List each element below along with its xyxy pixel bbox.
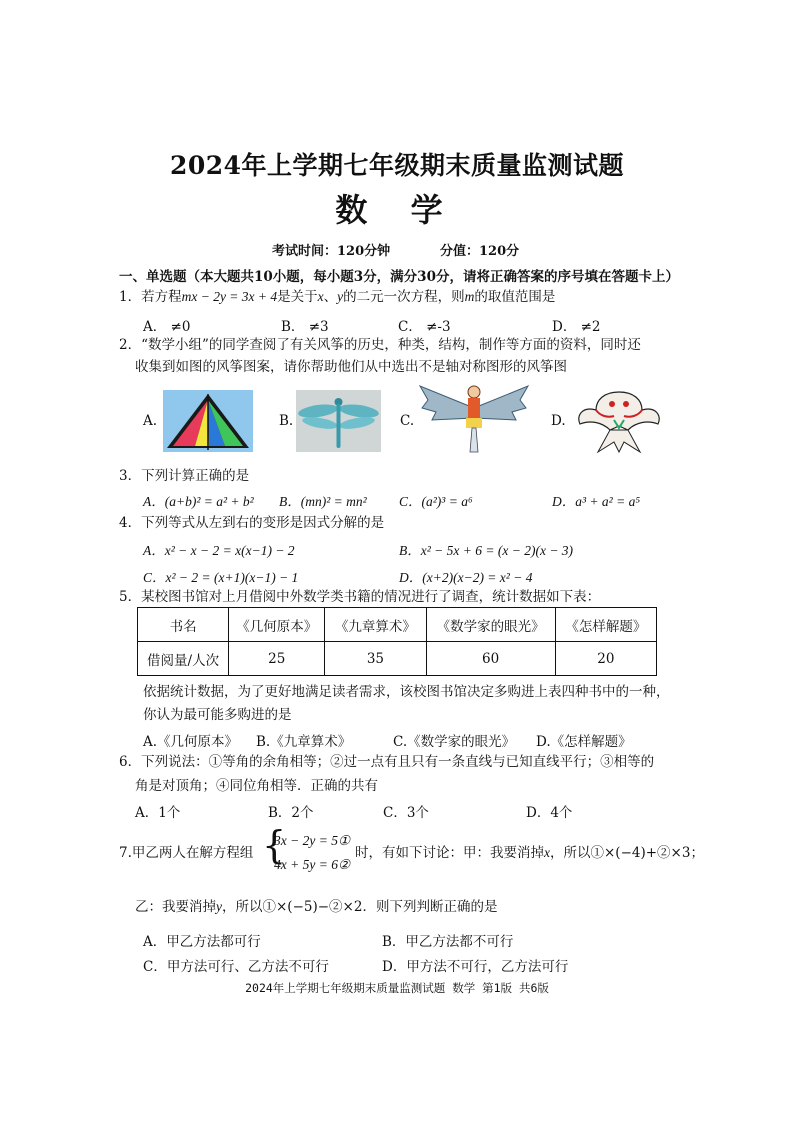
exam-score: 分值：120分 [440, 244, 520, 259]
q1-var-y: y [337, 289, 344, 304]
kite-c-image[interactable] [418, 378, 530, 458]
table-cell: 35 [325, 642, 426, 676]
q5-stem: 5．某校图书馆对上月借阅中外数学类书籍的情况进行了调查，统计数据如下表： [119, 589, 601, 605]
q1-option-a[interactable]: A． ≠0 [143, 319, 191, 335]
q4-option-b[interactable]: B．x² − 5x + 6 = (x − 2)(x − 3) [399, 543, 574, 558]
q2-option-d-label[interactable]: D. [551, 413, 566, 429]
q3-option-a[interactable]: A．(a+b)² = a² + b² [143, 494, 254, 509]
exam-title: 2024年上学期七年级期末质量监测试题 [169, 151, 625, 180]
page-footer: 2024年上学期七年级期末质量监测试题 数学 第1版 共6版 [245, 981, 549, 995]
q6-option-c[interactable]: C．3个 [383, 805, 429, 821]
table-header-cell: 《九章算术》 [325, 608, 426, 642]
q7-option-c[interactable]: C．甲方法可行、乙方法不可行 [143, 959, 329, 975]
q1-equation: mx − 2y = 3x + 4 [181, 289, 278, 304]
q7-var-y: y [216, 899, 222, 914]
q3-option-b[interactable]: B．(mn)² = mn² [279, 494, 367, 509]
q6-option-b[interactable]: B．2个 [268, 805, 314, 821]
q5-after-line2: 你认为最可能多购进的是 [143, 707, 292, 723]
borrow-stats-table [137, 607, 657, 676]
q3-option-d[interactable]: D．a³ + a² = a⁵ [552, 494, 641, 509]
q6-option-d[interactable]: D．4个 [526, 805, 573, 821]
q2-line2: 收集到如图的风筝图案，请你帮助他们从中选出不是轴对称图形的风筝图 [135, 359, 567, 375]
table-cell: 25 [229, 642, 325, 676]
q1-text-a: 1．若方程 [119, 289, 182, 305]
q1-sep: 、 [323, 289, 338, 305]
q7-text-b: 时，有如下讨论：甲：我要消掉 [355, 845, 544, 861]
kite-a-image[interactable] [163, 390, 253, 452]
q7-option-d[interactable]: D．甲方法不可行，乙方法可行 [382, 959, 569, 975]
q7-line2 [135, 898, 497, 916]
q7-option-b[interactable]: B．甲乙方法都不可行 [382, 934, 514, 950]
section-heading: 一、单选题（本大题共10小题，每小题3分，满分30分，请将正确答案的序号填在答题卡上） [119, 269, 679, 285]
table-cell: 60 [426, 642, 555, 676]
q1-text-c: 的二元一次方程，则 [343, 289, 465, 305]
kite-d-image[interactable] [574, 386, 664, 456]
table-cell: 借阅量/人次 [138, 642, 229, 676]
q1-text-d: 的取值范围是 [474, 289, 556, 305]
q7-equation-2: 4x + 5y = 6② [274, 857, 351, 872]
q1-var-m: m [464, 289, 475, 304]
q2-option-a-label[interactable]: A. [143, 413, 158, 429]
q7-stem-a: 7.甲乙两人在解方程组 [119, 845, 254, 861]
q7-line2-b: ，所以①×(−5)−②×2．则下列判断正确的是 [222, 899, 498, 915]
q7-option-a[interactable]: A．甲乙方法都可行 [143, 934, 261, 950]
table-row [138, 608, 657, 642]
q1-option-b[interactable]: B． ≠3 [281, 319, 329, 335]
q1-option-d[interactable]: D． ≠2 [552, 319, 601, 335]
question-1-stem [119, 288, 555, 306]
q7-stem-b-line [355, 844, 704, 862]
q2-option-b-label[interactable]: B. [279, 413, 294, 429]
q2-line1: 2．“数学小组”的同学查阅了有关风筝的历史，种类，结构，制作等方面的资料，同时还 [119, 337, 641, 353]
subject-title: 数 学 [335, 191, 459, 229]
q5-option-d[interactable]: D.《怎样解题》 [536, 734, 632, 750]
q7-var-x: x [544, 845, 550, 860]
q7-equation-1: 3x − 2y = 5① [274, 833, 351, 848]
q6-line1: 6．下列说法：①等角的余角相等；②过一点有且只有一条直线与已知直线平行；③相等的 [119, 754, 655, 770]
q5-after-line1: 依据统计数据，为了更好地满足读者需求，该校图书馆决定多购进上表四种书中的一种， [143, 684, 670, 700]
q4-option-d[interactable]: D．(x+2)(x−2) = x² − 4 [399, 570, 533, 585]
table-header-cell: 书名 [138, 608, 229, 642]
q6-line2: 角是对顶角；④同位角相等．正确的共有 [135, 778, 378, 794]
q1-option-c[interactable]: C． ≠-3 [398, 319, 451, 335]
q1-var-x: x [317, 289, 324, 304]
table-row [138, 642, 657, 676]
kite-b-image[interactable] [296, 390, 381, 452]
q5-option-b[interactable]: B.《九章算术》 [256, 734, 352, 750]
q5-option-a[interactable]: A.《几何原本》 [143, 734, 239, 750]
q7-text-c: ，所以①×(−4)+②×3； [550, 845, 704, 861]
q2-option-c-label[interactable]: C. [400, 413, 415, 429]
q5-option-c[interactable]: C.《数学家的眼光》 [393, 734, 516, 750]
q3-stem: 3．下列计算正确的是 [119, 468, 250, 484]
q6-option-a[interactable]: A．1个 [135, 805, 181, 821]
exam-time: 考试时间：120分钟 [272, 244, 391, 259]
q4-option-a[interactable]: A．x² − x − 2 = x(x−1) − 2 [143, 543, 295, 558]
table-header-cell: 《怎样解题》 [555, 608, 656, 642]
q4-option-c[interactable]: C．x² − 2 = (x+1)(x−1) − 1 [143, 570, 299, 585]
equation-system-brace: { [262, 823, 287, 867]
q3-option-c[interactable]: C．(a²)³ = a⁶ [399, 494, 473, 509]
table-header-cell: 《数学家的眼光》 [426, 608, 555, 642]
q4-stem: 4．下列等式从左到右的变形是因式分解的是 [119, 515, 385, 531]
table-header-cell: 《几何原本》 [229, 608, 325, 642]
table-cell: 20 [555, 642, 656, 676]
q7-line2-a: 乙：我要消掉 [135, 899, 216, 915]
q1-text-b: 是关于 [277, 289, 318, 305]
